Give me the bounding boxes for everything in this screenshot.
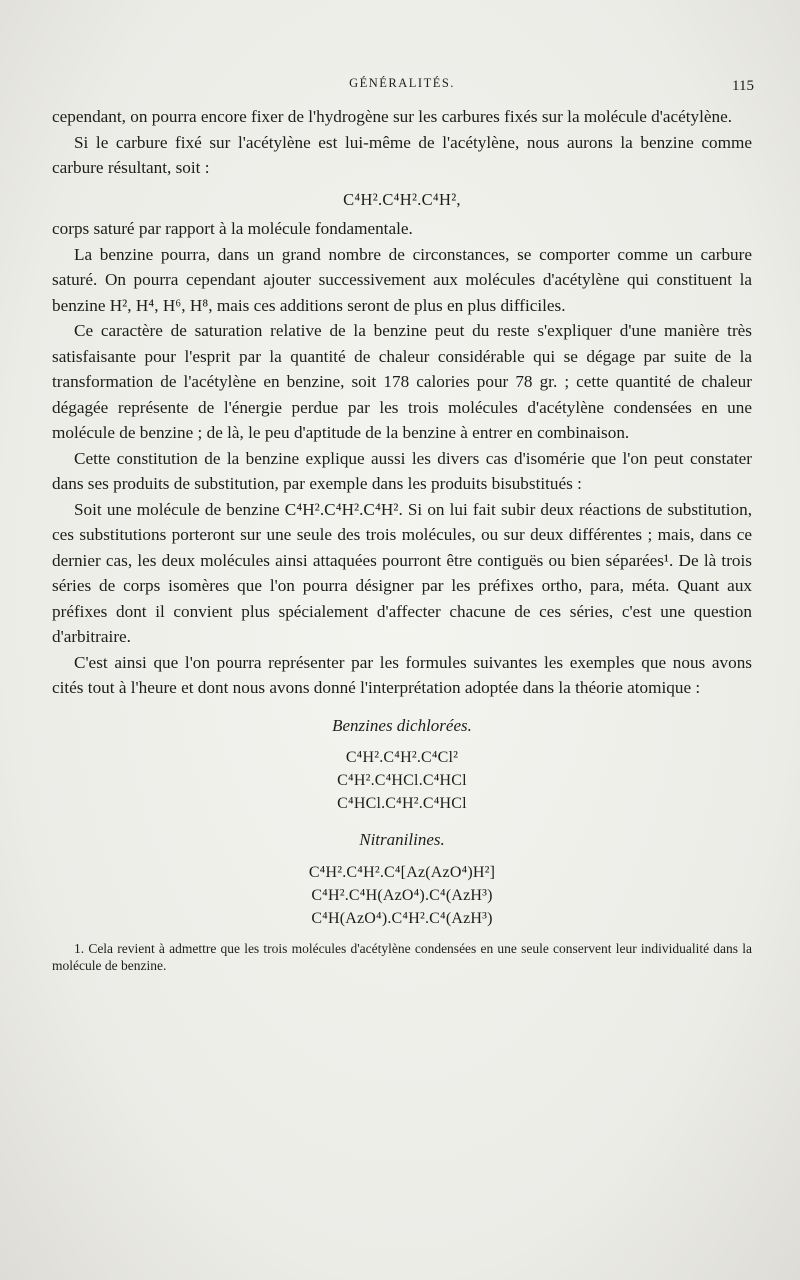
paragraph: Cette constitution de la benzine explique aussi les divers cas d'isomérie que l'on peut constater dans ses produits de substitution, par exemple dans les produits bisubstitués :: [52, 448, 752, 493]
formula-line: C⁴H².C⁴H².C⁴[Az(AzO⁴)H²]: [308, 863, 496, 881]
heading-nitranilines: Nitranilines.: [359, 830, 445, 849]
formula-line: C⁴H².C⁴H(AzO⁴).C⁴(AzH³): [311, 886, 493, 904]
formula-line: C⁴H².C⁴H².C⁴Cl²: [345, 749, 459, 766]
paragraph: Soit une molécule de benzine C⁴H².C⁴H².C⁴H². Si on lui fait subir deux réactions de substitution, ces substitutions porteront sur une seule des trois molécules, ou sur deux différentes ; mais, dans ce dernier cas, les deux molécules ainsi attaquées pourront être contiguës ou bien séparées¹. De là trois séries de corps isomères que l'on pourra désigner par les préfixes ortho, para, méta. Quant aux préfixes dont il convient plus spécialement d'affecter chacune de ces séries, c'est une question d'arbitraire.: [52, 499, 752, 646]
heading-dichlorees: Benzines dichlorées.: [332, 715, 472, 735]
formula-benzine: C⁴H².C⁴H².C⁴H²,: [343, 189, 461, 209]
running-head: GÉNÉRALITÉS.: [349, 76, 455, 90]
page-number: 115: [732, 78, 754, 94]
formula-group-dichlorees: [52, 746, 752, 815]
formula-line: C⁴HCl.C⁴H².C⁴HCl: [337, 795, 467, 812]
page-header: [52, 72, 752, 98]
footnote: 1. Cela revient à admettre que les trois molécules d'acétylène condensées en une seule conservent leur individualité dans la molécule de benzine.: [52, 940, 752, 973]
paragraph: La benzine pourra, dans un grand nombre de circonstances, se comporter comme un carbure saturé. On pourra cependant ajouter successivement aux molécules d'acétylène qui constituent la benzine H², H⁴, H⁶, H⁸, mais ces additions seront de plus en plus difficiles.: [52, 244, 752, 315]
formula-line: C⁴H(AzO⁴).C⁴H².C⁴(AzH³): [311, 909, 493, 927]
paragraph: Ce caractère de saturation relative de la benzine peut du reste s'expliquer d'une manière très satisfaisante pour l'esprit par la quantité de chaleur considérable qui se dégage par suite de la transformation de l'acétylène en benzine, soit 178 calories pour 78 gr. ; cette quantité de chaleur dégagée représente de l'énergie perdue par les trois molécules d'acétylène condensées en une molécule de benzine ; de là, le peu d'aptitude de la benzine à entrer en combinaison.: [52, 321, 752, 442]
paragraph: corps saturé par rapport à la molécule fondamentale.: [52, 219, 413, 238]
formula-group-nitranilines: [52, 861, 752, 930]
body-text: [52, 104, 752, 974]
formula-line: C⁴H².C⁴HCl.C⁴HCl: [337, 772, 467, 789]
paragraph: C'est ainsi que l'on pourra représenter par les formules suivantes les exemples que nous avons cités tout à l'heure et dont nous avons donné l'interprétation adoptée dans la théorie atomique :: [52, 652, 752, 697]
paragraph: cependant, on pourra encore fixer de l'hydrogène sur les carbures fixés sur la molécule d'acétylène.: [52, 107, 733, 126]
paragraph: Si le carbure fixé sur l'acétylène est lui-même de l'acétylène, nous aurons la benzine comme carbure résultant, soit :: [52, 132, 752, 177]
